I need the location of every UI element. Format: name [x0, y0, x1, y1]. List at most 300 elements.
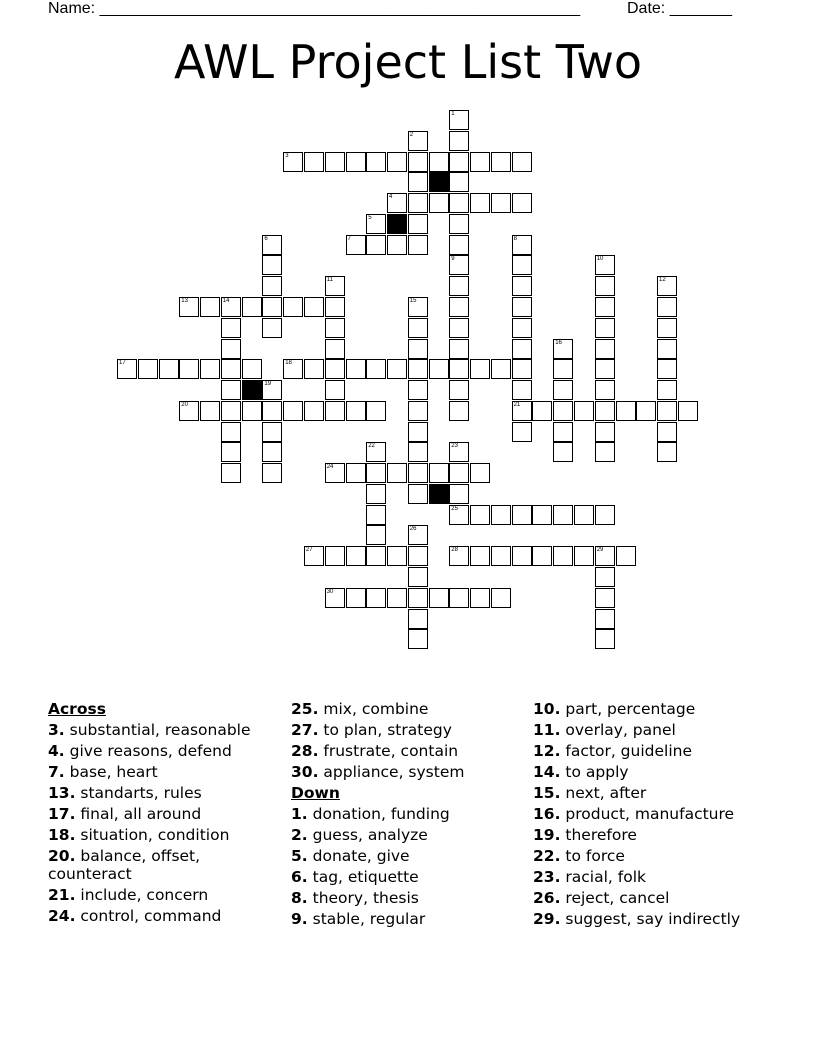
grid-cell[interactable] [179, 297, 199, 317]
grid-cell[interactable] [262, 401, 282, 421]
grid-cell[interactable] [512, 276, 532, 296]
grid-cell[interactable] [262, 380, 282, 400]
grid-cell[interactable] [449, 193, 469, 213]
grid-cell[interactable] [366, 214, 386, 234]
grid-cell[interactable] [449, 401, 469, 421]
grid-cell[interactable] [221, 422, 241, 442]
grid-cell[interactable] [408, 588, 428, 608]
grid-cell[interactable] [408, 359, 428, 379]
grid-cell[interactable] [387, 235, 407, 255]
grid-cell[interactable] [595, 401, 615, 421]
grid-cell[interactable] [553, 422, 573, 442]
grid-cell[interactable] [221, 463, 241, 483]
cell-number: 11 [326, 277, 333, 284]
grid-cell[interactable] [512, 255, 532, 275]
grid-cell[interactable] [449, 110, 469, 130]
grid-cell[interactable] [512, 546, 532, 566]
cell-number: 21 [513, 401, 521, 408]
grid-cell[interactable] [595, 609, 615, 629]
clue-number: 12. [533, 742, 561, 760]
cell-number: 4 [389, 194, 393, 201]
grid-cell[interactable] [221, 401, 241, 421]
grid-cell[interactable] [408, 629, 428, 649]
grid-cell[interactable] [512, 152, 532, 172]
grid-cell[interactable] [553, 505, 573, 525]
grid-cell[interactable] [242, 401, 262, 421]
clue-item [291, 889, 531, 907]
grid-cell[interactable] [325, 546, 345, 566]
grid-cell[interactable] [283, 152, 303, 172]
page-title: AWL Project List Two [174, 35, 642, 89]
clue-text: substantial, reasonable [69, 721, 251, 739]
grid-cell[interactable] [449, 297, 469, 317]
clue-text: appliance, system [323, 763, 465, 781]
grid-cell[interactable] [262, 318, 282, 338]
clue-text: stable, regular [312, 910, 426, 928]
grid-cell[interactable] [553, 546, 573, 566]
grid-cell[interactable] [449, 172, 469, 192]
cell-number: 3 [285, 152, 289, 159]
clue-text: to force [565, 847, 625, 865]
black-square [429, 172, 449, 192]
cell-number: 9 [451, 256, 455, 263]
grid-cell[interactable] [304, 546, 324, 566]
cell-number: 6 [264, 235, 268, 242]
clue-item [48, 742, 288, 760]
clue-number: 2. [291, 826, 308, 844]
clue-item [48, 847, 288, 883]
grid-cell[interactable] [408, 380, 428, 400]
grid-cell[interactable] [408, 131, 428, 151]
grid-cell[interactable] [449, 255, 469, 275]
grid-cell[interactable] [657, 297, 677, 317]
grid-cell[interactable] [470, 463, 490, 483]
grid-cell[interactable] [553, 339, 573, 359]
grid-cell[interactable] [408, 172, 428, 192]
grid-cell[interactable] [387, 152, 407, 172]
grid-cell[interactable] [449, 276, 469, 296]
cell-number: 25 [451, 505, 458, 512]
grid-cell[interactable] [595, 359, 615, 379]
grid-cell[interactable] [200, 359, 220, 379]
grid-cell[interactable] [449, 339, 469, 359]
grid-cell[interactable] [449, 484, 469, 504]
grid-cell[interactable] [512, 505, 532, 525]
grid-cell[interactable] [595, 422, 615, 442]
grid-cell[interactable] [553, 380, 573, 400]
grid-cell[interactable] [346, 546, 366, 566]
grid-cell[interactable] [366, 463, 386, 483]
grid-cell[interactable] [449, 442, 469, 462]
clue-column-3 [533, 700, 773, 931]
grid-cell[interactable] [595, 629, 615, 649]
grid-cell[interactable] [242, 359, 262, 379]
grid-cell[interactable] [408, 401, 428, 421]
cell-number: 14 [222, 297, 230, 304]
clue-text: balance, offset, counteract [48, 847, 201, 883]
grid-cell[interactable] [512, 318, 532, 338]
clue-text: to apply [565, 763, 629, 781]
grid-cell[interactable] [366, 442, 386, 462]
grid-cell[interactable] [387, 463, 407, 483]
grid-cell[interactable] [408, 152, 428, 172]
cell-number: 16 [555, 339, 562, 346]
grid-cell[interactable] [346, 152, 366, 172]
grid-cell[interactable] [429, 359, 449, 379]
grid-cell[interactable] [325, 588, 345, 608]
clue-item [533, 868, 773, 886]
grid-cell[interactable] [408, 546, 428, 566]
grid-cell[interactable] [408, 339, 428, 359]
clue-number: 24. [48, 907, 76, 925]
grid-cell[interactable] [449, 131, 469, 151]
grid-cell[interactable] [325, 380, 345, 400]
grid-cell[interactable] [346, 401, 366, 421]
grid-cell[interactable] [408, 484, 428, 504]
grid-cell[interactable] [574, 505, 594, 525]
grid-cell[interactable] [595, 297, 615, 317]
grid-cell[interactable] [159, 359, 179, 379]
clue-text: situation, condition [80, 826, 230, 844]
clue-number: 30. [291, 763, 319, 781]
grid-cell[interactable] [595, 505, 615, 525]
grid-cell[interactable] [366, 546, 386, 566]
grid-cell[interactable] [408, 567, 428, 587]
clue-number: 16. [533, 805, 561, 823]
clue-text: base, heart [69, 763, 158, 781]
grid-cell[interactable] [325, 276, 345, 296]
grid-cell[interactable] [346, 359, 366, 379]
clue-section-heading: Across [48, 700, 106, 718]
grid-cell[interactable] [366, 505, 386, 525]
grid-cell[interactable] [470, 505, 490, 525]
grid-cell[interactable] [512, 359, 532, 379]
grid-cell[interactable] [408, 193, 428, 213]
grid-cell[interactable] [595, 380, 615, 400]
clue-item [291, 910, 531, 928]
grid-cell[interactable] [449, 380, 469, 400]
grid-cell[interactable] [366, 235, 386, 255]
grid-cell[interactable] [262, 297, 282, 317]
grid-cell[interactable] [117, 359, 137, 379]
grid-cell[interactable] [449, 588, 469, 608]
clue-number: 4. [48, 742, 65, 760]
grid-cell[interactable] [408, 318, 428, 338]
grid-cell[interactable] [262, 422, 282, 442]
grid-cell[interactable] [179, 359, 199, 379]
grid-cell[interactable] [221, 442, 241, 462]
clue-item [533, 889, 773, 907]
grid-cell[interactable] [304, 297, 324, 317]
clue-text: to plan, strategy [323, 721, 452, 739]
grid-cell[interactable] [429, 463, 449, 483]
grid-cell[interactable] [595, 339, 615, 359]
grid-cell[interactable] [616, 546, 636, 566]
grid-cell[interactable] [200, 297, 220, 317]
grid-cell[interactable] [512, 401, 532, 421]
grid-cell[interactable] [595, 255, 615, 275]
clue-text: include, concern [80, 886, 209, 904]
grid-cell[interactable] [678, 401, 698, 421]
grid-cell[interactable] [346, 235, 366, 255]
grid-cell[interactable] [262, 442, 282, 462]
grid-cell[interactable] [491, 588, 511, 608]
grid-cell[interactable] [262, 276, 282, 296]
grid-cell[interactable] [470, 588, 490, 608]
grid-cell[interactable] [449, 152, 469, 172]
grid-cell[interactable] [283, 401, 303, 421]
grid-cell[interactable] [221, 318, 241, 338]
grid-cell[interactable] [616, 401, 636, 421]
grid-cell[interactable] [553, 442, 573, 462]
grid-cell[interactable] [532, 546, 552, 566]
clue-item [48, 907, 288, 925]
grid-cell[interactable] [387, 546, 407, 566]
grid-cell[interactable] [657, 339, 677, 359]
cell-number: 29 [596, 547, 604, 554]
clue-item [48, 721, 288, 739]
clue-text: donate, give [312, 847, 410, 865]
clue-text: suggest, say indirectly [565, 910, 741, 928]
grid-cell[interactable] [512, 380, 532, 400]
grid-cell[interactable] [408, 463, 428, 483]
clue-number: 25. [291, 700, 319, 718]
grid-cell[interactable] [408, 235, 428, 255]
grid-cell[interactable] [449, 463, 469, 483]
cell-number: 17 [119, 360, 126, 367]
grid-cell[interactable] [595, 588, 615, 608]
grid-cell[interactable] [366, 359, 386, 379]
clue-number: 18. [48, 826, 76, 844]
grid-cell[interactable] [657, 442, 677, 462]
grid-cell[interactable] [595, 567, 615, 587]
grid-cell[interactable] [657, 422, 677, 442]
clue-number: 23. [533, 868, 561, 886]
clue-number: 6. [291, 868, 308, 886]
grid-cell[interactable] [449, 235, 469, 255]
grid-cell[interactable] [408, 422, 428, 442]
grid-cell[interactable] [449, 359, 469, 379]
grid-cell[interactable] [325, 401, 345, 421]
grid-cell[interactable] [532, 401, 552, 421]
black-square [429, 484, 449, 504]
grid-cell[interactable] [491, 193, 511, 213]
grid-cell[interactable] [262, 235, 282, 255]
clue-column-2 [291, 700, 531, 931]
grid-cell[interactable] [491, 359, 511, 379]
clue-item [48, 805, 288, 823]
cell-number: 13 [181, 297, 188, 304]
clue-column-1 [48, 700, 288, 928]
grid-cell[interactable] [574, 546, 594, 566]
clue-text: mix, combine [323, 700, 429, 718]
clue-number: 8. [291, 889, 308, 907]
grid-cell[interactable] [491, 505, 511, 525]
clue-item [48, 826, 288, 844]
grid-cell[interactable] [408, 214, 428, 234]
grid-cell[interactable] [408, 442, 428, 462]
grid-cell[interactable] [366, 588, 386, 608]
grid-cell[interactable] [221, 380, 241, 400]
clue-text: reject, cancel [565, 889, 670, 907]
grid-cell[interactable] [325, 463, 345, 483]
grid-cell[interactable] [470, 359, 490, 379]
cell-number: 19 [264, 381, 272, 387]
grid-cell[interactable] [657, 359, 677, 379]
grid-cell[interactable] [366, 401, 386, 421]
clue-text: guess, analyze [312, 826, 428, 844]
clue-text: standarts, rules [80, 784, 202, 802]
clue-number: 28. [291, 742, 319, 760]
grid-cell[interactable] [595, 546, 615, 566]
clue-number: 27. [291, 721, 319, 739]
cell-number: 22 [368, 443, 375, 450]
date-line: _______ [669, 0, 732, 17]
grid-cell[interactable] [366, 484, 386, 504]
clue-text: racial, folk [565, 868, 646, 886]
grid-cell[interactable] [325, 318, 345, 338]
grid-cell[interactable] [262, 463, 282, 483]
cell-number: 24 [326, 464, 334, 471]
clue-item [291, 763, 531, 781]
clue-number: 15. [533, 784, 561, 802]
grid-cell[interactable] [346, 463, 366, 483]
grid-cell[interactable] [387, 359, 407, 379]
grid-cell[interactable] [512, 297, 532, 317]
cell-number: 2 [409, 131, 414, 138]
clue-item [533, 721, 773, 739]
clue-item [291, 868, 531, 886]
grid-cell[interactable] [325, 152, 345, 172]
clue-item [291, 700, 531, 718]
grid-cell[interactable] [512, 193, 532, 213]
grid-cell[interactable] [429, 152, 449, 172]
grid-cell[interactable] [283, 297, 303, 317]
grid-cell[interactable] [532, 505, 552, 525]
grid-cell[interactable] [242, 297, 262, 317]
clue-item [533, 742, 773, 760]
clue-item [48, 763, 288, 781]
clue-item [533, 847, 773, 865]
grid-cell[interactable] [366, 525, 386, 545]
cell-number: 18 [285, 360, 292, 367]
clue-number: 26. [533, 889, 561, 907]
grid-cell[interactable] [491, 546, 511, 566]
grid-cell[interactable] [449, 318, 469, 338]
clue-text: therefore [565, 826, 637, 844]
grid-cell[interactable] [491, 152, 511, 172]
grid-cell[interactable] [283, 359, 303, 379]
grid-cell[interactable] [470, 193, 490, 213]
grid-cell[interactable] [449, 546, 469, 566]
date-label: Date: [627, 0, 666, 17]
grid-cell[interactable] [304, 401, 324, 421]
grid-cell[interactable] [512, 339, 532, 359]
grid-cell[interactable] [553, 359, 573, 379]
clue-number: 11. [533, 721, 561, 739]
grid-cell[interactable] [429, 588, 449, 608]
cell-number: 20 [181, 401, 188, 408]
grid-cell[interactable] [657, 276, 677, 296]
grid-cell[interactable] [470, 546, 490, 566]
clue-text: donation, funding [312, 805, 450, 823]
clue-text: final, all around [80, 805, 202, 823]
clue-number: 22. [533, 847, 561, 865]
clue-number: 19. [533, 826, 561, 844]
grid-cell[interactable] [179, 401, 199, 421]
grid-cell[interactable] [595, 442, 615, 462]
grid-cell[interactable] [408, 609, 428, 629]
grid-cell[interactable] [346, 588, 366, 608]
grid-cell[interactable] [449, 214, 469, 234]
grid-cell[interactable] [429, 193, 449, 213]
grid-cell[interactable] [408, 525, 428, 545]
name-label: Name: [48, 0, 96, 17]
grid-cell[interactable] [221, 359, 241, 379]
name-line: ______________________________________________________ [99, 0, 581, 17]
clue-text: theory, thesis [312, 889, 419, 907]
grid-cell[interactable] [138, 359, 158, 379]
grid-cell[interactable] [574, 401, 594, 421]
clue-item [48, 886, 288, 904]
clue-text: tag, etiquette [312, 868, 419, 886]
cell-number: 12 [659, 277, 666, 284]
cell-number: 8 [513, 235, 517, 242]
clue-item [533, 805, 773, 823]
clue-text: next, after [565, 784, 647, 802]
cell-number: 28 [451, 547, 458, 554]
clue-section-heading: Down [291, 784, 340, 802]
grid-cell[interactable] [221, 297, 241, 317]
grid-cell[interactable] [221, 339, 241, 359]
black-square [387, 214, 407, 234]
grid-cell[interactable] [595, 276, 615, 296]
clue-item [291, 805, 531, 823]
clue-number: 13. [48, 784, 76, 802]
clue-text: overlay, panel [565, 721, 676, 739]
grid-cell[interactable] [512, 235, 532, 255]
grid-cell[interactable] [636, 401, 656, 421]
grid-cell[interactable] [657, 401, 677, 421]
grid-cell[interactable] [200, 401, 220, 421]
grid-cell[interactable] [408, 297, 428, 317]
clue-number: 1. [291, 805, 308, 823]
clue-item [291, 721, 531, 739]
grid-cell[interactable] [449, 505, 469, 525]
grid-cell[interactable] [657, 380, 677, 400]
grid-cell[interactable] [325, 359, 345, 379]
grid-cell[interactable] [595, 318, 615, 338]
grid-cell[interactable] [553, 401, 573, 421]
grid-cell[interactable] [262, 255, 282, 275]
clue-number: 7. [48, 763, 65, 781]
clue-text: frustrate, contain [323, 742, 459, 760]
clue-item [533, 700, 773, 718]
grid-cell[interactable] [470, 152, 490, 172]
clue-number: 29. [533, 910, 561, 928]
grid-cell[interactable] [325, 297, 345, 317]
grid-cell[interactable] [366, 152, 386, 172]
grid-cell[interactable] [304, 359, 324, 379]
clue-number: 10. [533, 700, 561, 718]
grid-cell[interactable] [387, 193, 407, 213]
cell-number: 7 [347, 235, 351, 242]
grid-cell[interactable] [387, 588, 407, 608]
grid-cell[interactable] [304, 152, 324, 172]
grid-cell[interactable] [512, 422, 532, 442]
grid-cell[interactable] [657, 318, 677, 338]
grid-cell[interactable] [325, 339, 345, 359]
